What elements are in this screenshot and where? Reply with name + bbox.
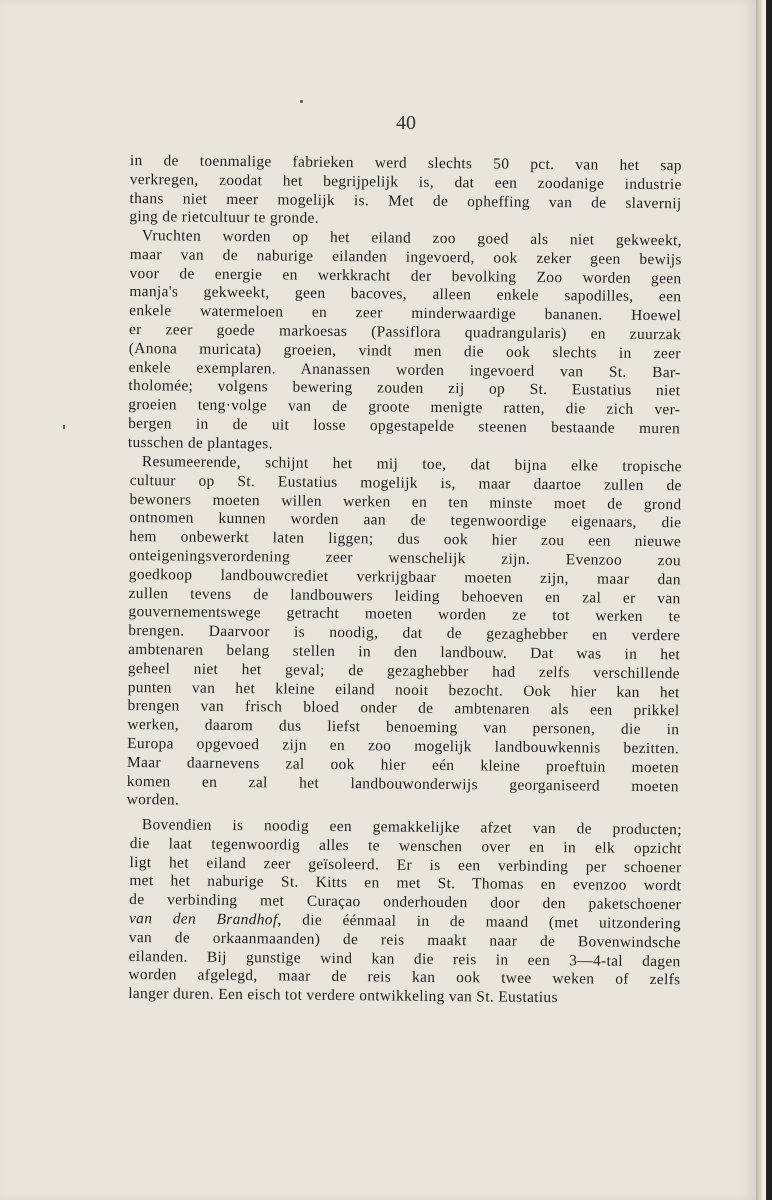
ink-dot [300,100,303,103]
text-line: verkregen, zoodat het begrijpelijk is, dat een zoodanige industrie [129,170,682,194]
body-text [126,152,682,1007]
ship-name: van den Brandhof [128,909,278,929]
paragraph-2 [128,227,682,458]
text-line: worden afgelegd, maar de reis kan ook twee weken of zelfs [128,966,681,989]
paragraph-4 [128,816,682,1009]
text-line: die laat tegenwoordig alles te wenschen over en in elk opzicht [129,834,682,857]
text-line: maar van de naburige eilanden ingevoerd, ook zeker geen bewijs [129,245,682,269]
text-line: ambtenaren belang stellen in den landbouw. Dat was in het [128,640,681,664]
text-line: brengen van frisch bloed onder de ambtenaren als een prikkel [127,697,680,720]
text-line: enkele exemplaren. Ananassen worden ingevoerd van St. Bar- [128,358,681,382]
paragraph-1 [129,152,682,232]
text-line: Bovendien is noodig een gemakkelijke afzet van de producten; [141,816,682,839]
text-line: goedkoop landbouwcrediet verkrijgbaar moeten zijn, maar dan [128,565,681,588]
page-edge-strip [762,0,766,1200]
text-line: enkele watermeloen en zeer minderwaardige bananen. Hoewel [129,302,682,325]
text-line: werken, daarom dus liefst benoeming van personen, die in [127,715,680,739]
text-line: brengen. Daarvoor is noodig, dat de gezaghebber en verdere [128,621,681,645]
text-line: voor de energie en werkkracht der bevolking Zoo worden geen [129,264,682,288]
text-line: worden. [126,791,180,809]
text-line: Vruchten worden op het eiland zoo goed als niet gekweekt, [141,227,682,250]
text-line: in de toenmalige fabrieken werd slechts 50 pct. van het sap [129,152,682,175]
paragraph-3 [127,453,682,815]
text-line: van de orkaanmaanden) de reis maakt naar de Bovenwindsche [128,928,681,951]
margin-mark [63,425,65,429]
page-number: 40 [396,112,416,134]
text-line: zullen tevens de landbouwers leiding behoeven en zal er van [128,584,681,607]
text-line: tholomée; volgens bewering zouden zij op St. Eustatius niet [128,377,681,400]
text-line: cultuur op St. Eustatius mogelijk is, maar daartoe zullen de [129,471,682,494]
text-line: gouvernementswege getracht moeten worden ze tot werken te [128,603,681,626]
text-line: punten van het kleine eiland nooit bezocht. Ook hier kan het [127,678,680,701]
text-line: thans niet meer mogelijk is. Met de opheffing van de slavernij [129,189,682,212]
text-line: manja's gekweekt, geen bacoves, alleen enkele sapodilles, een [129,283,682,306]
text-line: groeien teng·volge van de groote menigte ratten, die zich ver- [128,396,681,419]
text-line: geheel niet het geval; de gezaghebber had zelfs verschillende [127,659,680,682]
text-line: tusschen de plantages. [127,433,273,453]
text-line: (Anona muricata) groeien, vindt men die ook slechts in zeer [128,339,681,363]
text-line: de verbinding met Curaçao onderhouden door den paketschoener [129,891,682,914]
text-line: Europa opgevoed zijn en zoo mogelijk landbouwkennis bezitten. [127,734,680,757]
text-line: bergen in de uit losse opgestapelde steenen bestaande muren [128,415,681,438]
text-line: bewoners moeten willen werken en ten minste moet de grond [129,490,682,513]
text-line: van den Brandhof, die éénmaal in de maand (met uitzondering [128,909,682,933]
text-line: onteigeningsverordening zeer wenschelijk zijn. Evenzoo zou [128,546,682,570]
text-line: hem onbewerkt laten liggen; dus ook hier zou een nieuwe [129,527,682,551]
text-line: ging de rietcultuur te gronde. [129,208,320,228]
text-line: Resumeerende, schijnt het mij toe, dat bijna elke tropische [141,452,682,476]
text-line: Maar daarnevens zal ook hier eén kleine proeftuin moeten [126,753,680,776]
text-line: langer duren. Een eisch tot verdere ontwikkeling van St. Eustatius [128,985,558,1007]
text-line: ontnomen kunnen worden aan de tegenwoordige eigenaars, die [129,509,682,532]
text-line: met het naburige St. Kitts en met St. Thomas en evenzoo wordt [129,872,682,895]
text-line: eilanden. Bij gunstige wind kan die reis in een 3—4-tal dagen [128,947,681,970]
text-line: er zeer goede markoesas (Passiflora quadrangularis) en zuurzak [128,321,682,344]
text-line: komen en zal het landbouwonderwijs georganiseerd moeten [126,772,679,795]
text-line: ligt het eiland zeer geïsoleerd. Er is een verbinding per schoener [129,853,682,876]
